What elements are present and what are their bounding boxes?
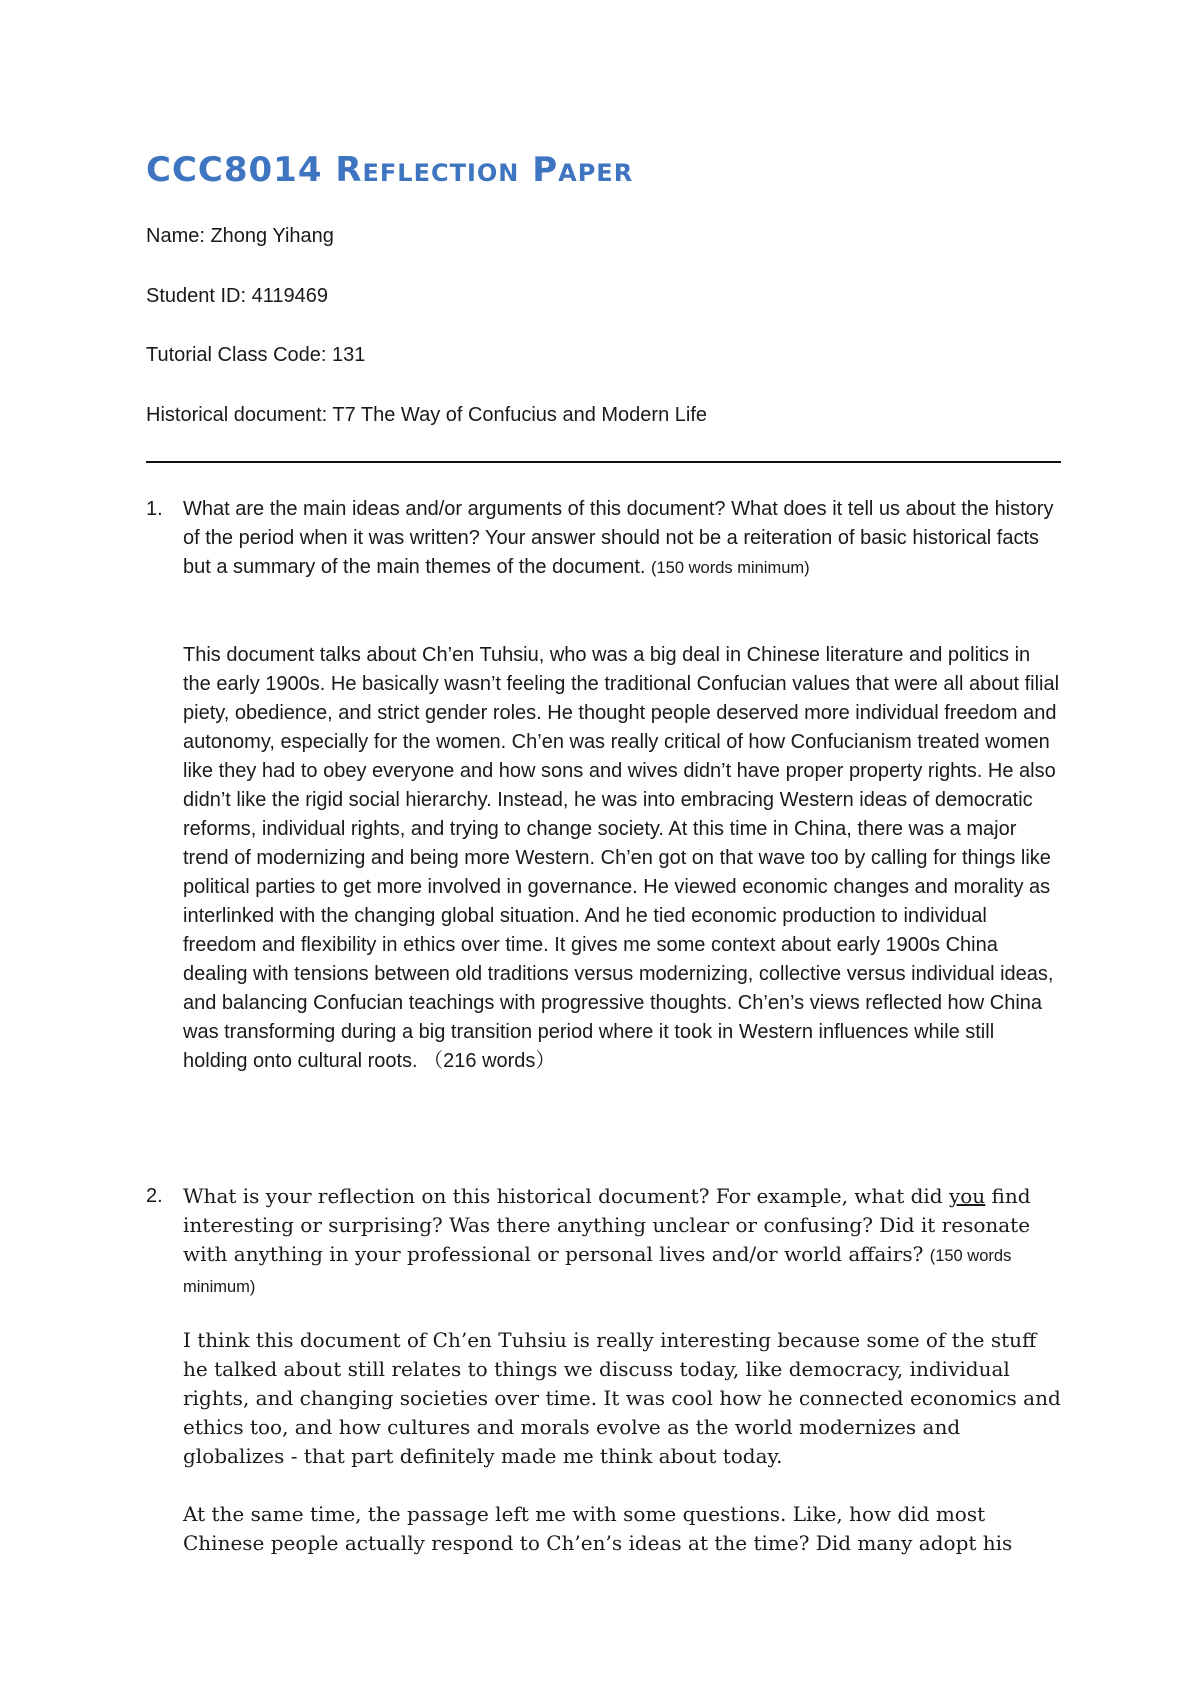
horizontal-divider [146, 461, 1061, 463]
question-2-prompt-after: find interesting or surprising? Was there anything unclear or confusing? Did it resonate with anything in your professional or personal lives and/or world affairs? [183, 1184, 1031, 1266]
historical-document-line: Historical document: T7 The Way of Confucius and Modern Life [146, 404, 708, 426]
question-2-word-note: (150 words minimum) [183, 1247, 1012, 1296]
question-1-answer [183, 641, 1063, 1076]
question-2-number: 2. [146, 1185, 163, 1207]
tutorial-class-line: Tutorial Class Code: 131 [146, 344, 366, 366]
question-1-word-note: (150 words minimum) [651, 559, 810, 577]
paper-title: CCC8014 Reflection Paper [146, 150, 634, 190]
question-2-answer-paragraph-1: I think this document of Ch’en Tuhsiu is really interesting because some of the stuff he talked about still relates to things we discuss today, like democracy, individual rights, and changing societies over time. It was cool how he connected economics and ethics too, and how cultures and morals evolve as the world modernizes and globalizes - that part definitely made me think about today. [183, 1328, 1061, 1468]
student-id-line: Student ID: 4119469 [146, 285, 328, 307]
question-1-word-count: （216 words） [423, 1050, 556, 1072]
question-1-number: 1. [146, 498, 163, 520]
question-2-prompt-emphasis: you [948, 1184, 986, 1208]
name-line: Name: Zhong Yihang [146, 225, 334, 247]
question-2-answer-paragraph-2: At the same time, the passage left me with some questions. Like, how did most Chinese people actually respond to Ch’en’s ideas at the time? Did many adopt his [183, 1502, 1013, 1555]
question-2-prompt-before: What is your reflection on this historical document? For example, what did [183, 1184, 949, 1208]
question-2-prompt [183, 1182, 1063, 1302]
question-1-answer-text: This document talks about Ch’en Tuhsiu, who was a big deal in Chinese literature and politics in the early 1900s. He basically wasn’t feeling the traditional Confucian values that were all about filial piety, obedience, and strict gender roles. He thought people deserved more individual freedom and autonomy, especially for the women. Ch’en was really critical of how Confucianism treated women like they had to obey everyone and how sons and wives didn’t have proper property rights. He also didn’t like the rigid social hierarchy. Instead, he was into embracing Western ideas of democratic reforms, individual rights, and trying to change society. At this time in China, there was a major trend of modernizing and being more Western. Ch’en got on that wave too by calling for things like political parties to get more involved in governance. He viewed economic changes and morality as interlinked with the changing global situation. And he tied economic production to individual freedom and flexibility in ethics over time. It gives me some context about early 1900s China dealing with tensions between old traditions versus modernizing, collective versus individual ideas, and balancing Confucian teachings with progressive thoughts. Ch’en’s views reflected how China was transforming during a big transition period where it took in Western influences while still holding onto cultural roots. [183, 644, 1060, 1072]
question-1-prompt-text: What are the main ideas and/or arguments of this document? What does it tell us about the history of the period when it was written? Your answer should not be a reiteration of basic historical facts but a summary of the main themes of the document. [183, 498, 1054, 578]
question-1-prompt [183, 495, 1063, 583]
